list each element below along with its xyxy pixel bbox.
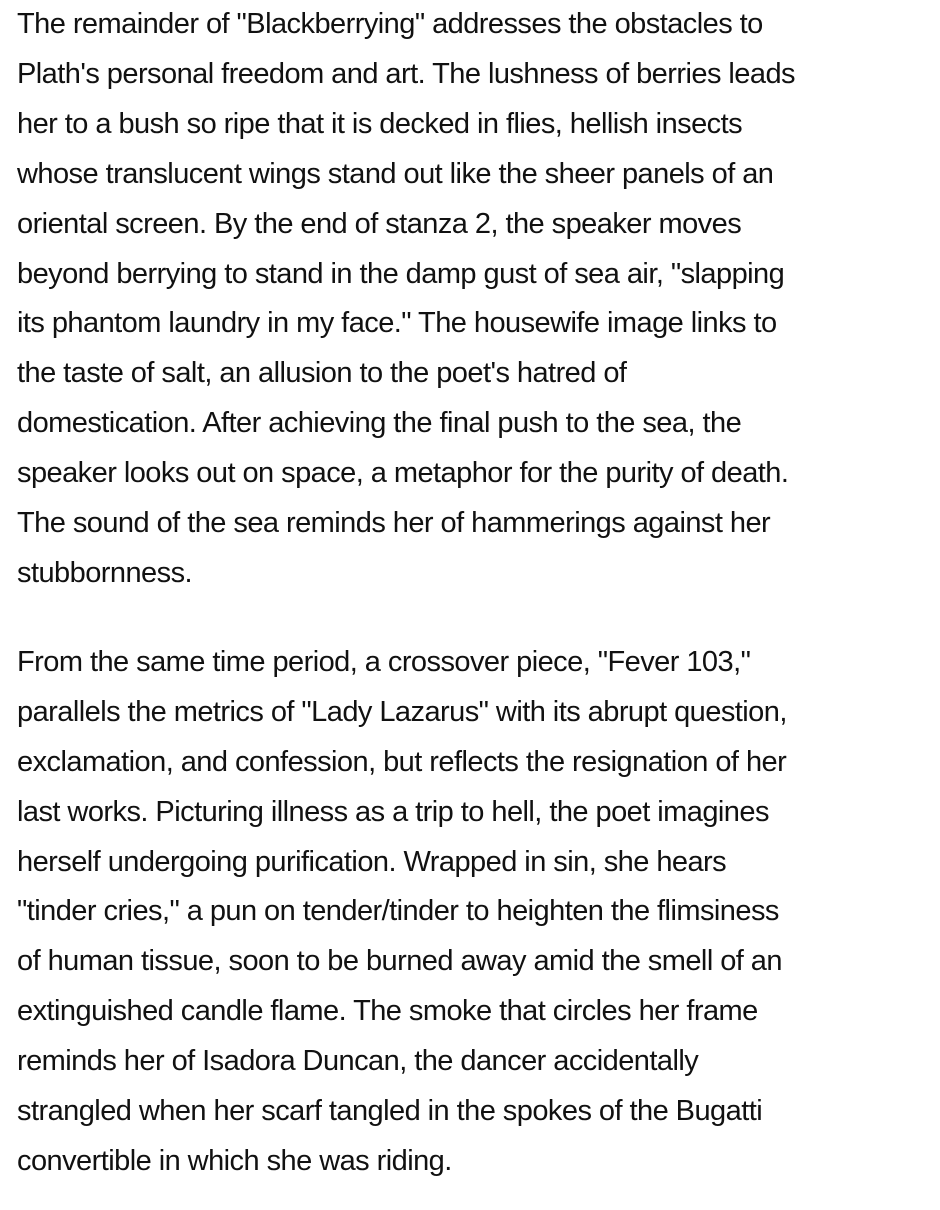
text-line: parallels the metrics of "Lady Lazarus" with its abrupt question, [17, 695, 787, 728]
text-line: of human tissue, soon to be burned away amid the smell of an [17, 945, 782, 978]
text-line: extinguished candle flame. The smoke that circles her frame [17, 995, 758, 1028]
text-line: domestication. After achieving the final push to the sea, the [17, 407, 742, 440]
text-line: whose translucent wings stand out like the sheer panels of an [17, 157, 774, 190]
text-line: From the same time period, a crossover piece, "Fever 103," [17, 645, 751, 678]
text-line: its phantom laundry in my face." The housewife image links to [17, 307, 777, 340]
text-line: The remainder of "Blackberrying" addresses the obstacles to [17, 8, 763, 40]
text-line: convertible in which she was riding. [17, 1144, 452, 1177]
paragraph-blackberrying [17, 0, 922, 599]
text-line: "tinder cries," a pun on tender/tinder to heighten the flimsiness [17, 895, 779, 928]
text-line: The sound of the sea reminds her of hammerings against her [17, 507, 771, 540]
text-line: exclamation, and confession, but reflects the resignation of her [17, 745, 787, 778]
text-line: herself undergoing purification. Wrapped in sin, she hears [17, 845, 727, 878]
text-line: strangled when her scarf tangled in the spokes of the Bugatti [17, 1095, 763, 1128]
text-line: her to a bush so ripe that it is decked in flies, hellish insects [17, 107, 743, 140]
text-line: stubbornness. [17, 556, 193, 589]
article-body [17, 0, 922, 1187]
text-line: reminds her of Isadora Duncan, the dancer accidentally [17, 1045, 699, 1078]
text-line: oriental screen. By the end of stanza 2, the speaker moves [17, 207, 742, 240]
text-line: Plath's personal freedom and art. The lushness of berries leads [17, 57, 795, 90]
text-line: last works. Picturing illness as a trip to hell, the poet imagines [17, 795, 769, 828]
text-line: speaker looks out on space, a metaphor for the purity of death. [17, 457, 789, 490]
text-line: the taste of salt, an allusion to the poet's hatred of [17, 357, 627, 390]
text-line: beyond berrying to stand in the damp gust of sea air, "slapping [17, 257, 785, 290]
paragraph-fever-103 [17, 638, 922, 1187]
